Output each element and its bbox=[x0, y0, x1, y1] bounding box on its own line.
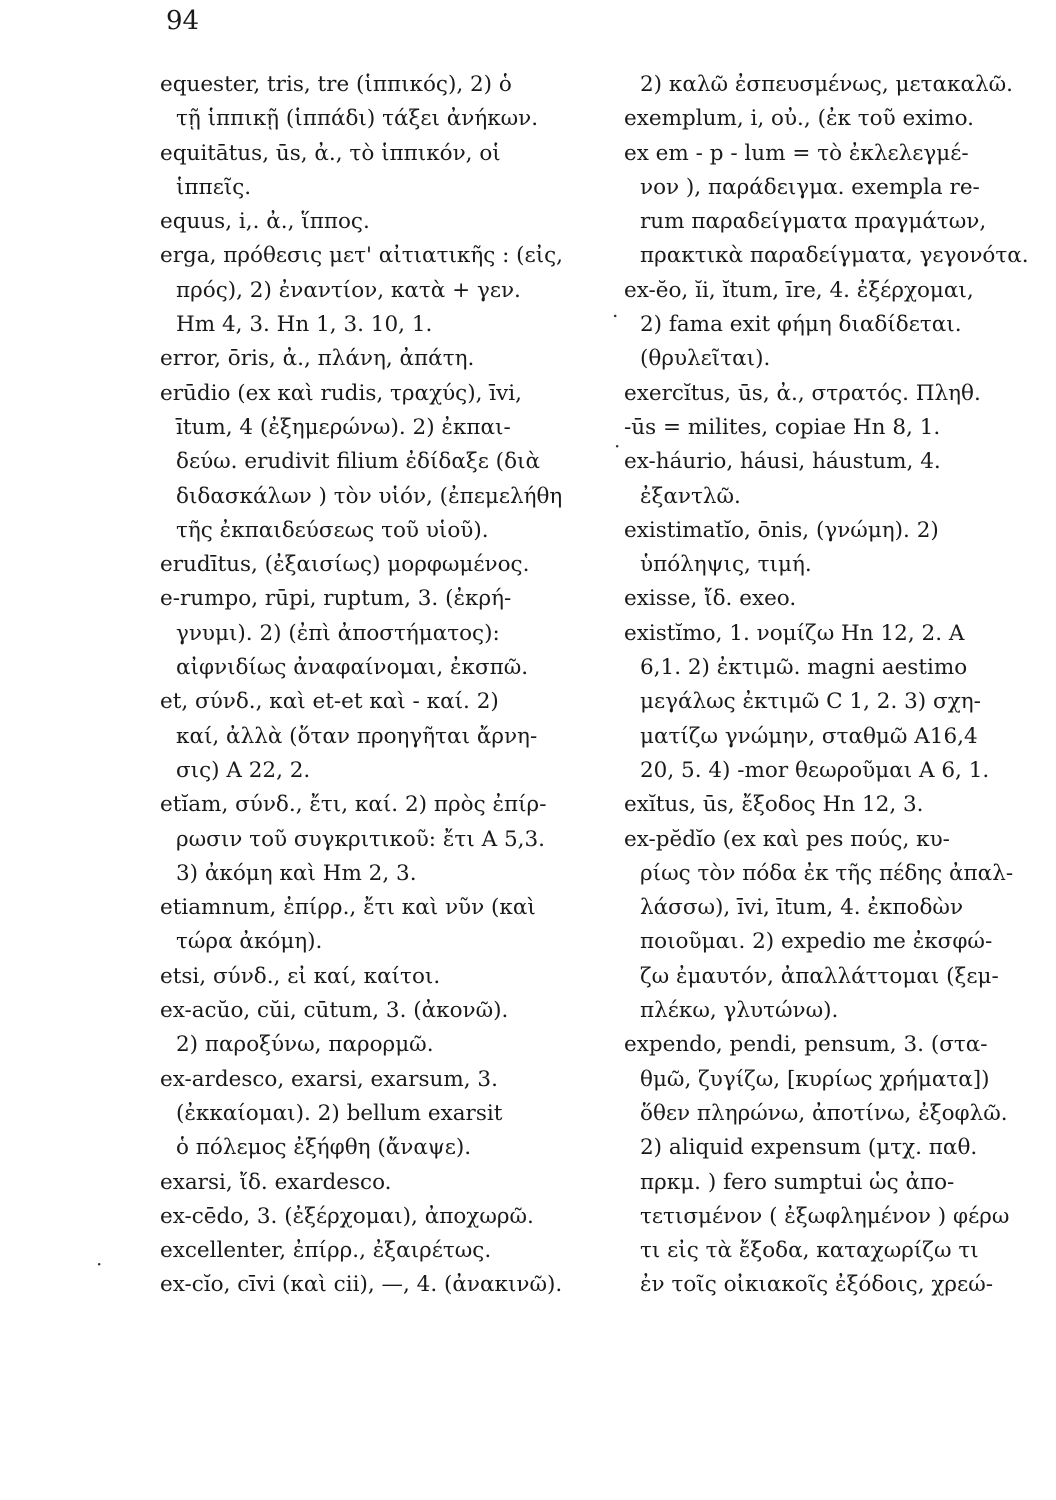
left-column-line: ἱππεῖς. bbox=[176, 174, 252, 200]
left-column-line: αἰφνιδίως ἀναφαίνομαι, ἐκσπῶ. bbox=[176, 655, 529, 681]
right-column-line: ἐν τοῖς οἰκιακοῖς ἐξόδοις, χρεώ- bbox=[640, 1272, 993, 1298]
right-column-line: πρακτικὰ παραδείγματα, γεγονότα. bbox=[640, 243, 1029, 269]
right-column-line: νον ), παράδειγμα. exempla re- bbox=[640, 174, 980, 200]
right-column-line: πλέκω, γλυτώνω). bbox=[640, 998, 839, 1024]
left-column-line: τῆς ἐκπαιδεύσεως τοῦ υἱοῦ). bbox=[176, 517, 489, 543]
left-column-line: γνυμι). 2) (ἐπὶ ἀποστήματος): bbox=[176, 620, 500, 646]
right-column-line: 20, 5. 4) -mor θεωροῦμαι A 6, 1. bbox=[640, 757, 990, 783]
left-column-line: ex-cĭo, cīvi (καὶ cii), —, 4. (ἀνακινῶ). bbox=[160, 1272, 563, 1298]
right-column-line: ἐξαντλῶ. bbox=[640, 483, 741, 509]
right-column-line: ζω ἐμαυτόν, ἀπαλλάττομαι (ξεμ- bbox=[640, 963, 999, 989]
left-column-line: 2) παροξύνω, παρορμῶ. bbox=[176, 1032, 434, 1058]
left-column-line: etiamnum, ἐπίρρ., ἔτι καὶ νῦν (καὶ bbox=[160, 895, 536, 921]
right-column-line: ρίως τὸν πόδα ἐκ τῆς πέδης ἀπαλ- bbox=[640, 860, 1014, 886]
right-column-line: 2) fama exit φήμη διαδίδεται. bbox=[640, 312, 962, 338]
left-column-line: Hm 4, 3. Hn 1, 3. 10, 1. bbox=[176, 312, 433, 338]
left-column-line: ρωσιν τοῦ συγκριτικοῦ: ἔτι A 5,3. bbox=[176, 826, 545, 852]
margin-mark: · bbox=[96, 1252, 103, 1276]
right-column-line: existimatĭo, ōnis, (γνώμη). 2) bbox=[624, 517, 939, 543]
left-column-line: ītum, 4 (ἐξημερώνω). 2) ἐκπαι- bbox=[176, 414, 511, 440]
left-column-line: equester, tris, tre (ἱππικός), 2) ὁ bbox=[160, 72, 512, 97]
right-column-line: ex-háurio, háusi, háustum, 4. bbox=[624, 449, 941, 475]
right-column-line: rum παραδείγματα πραγμάτων, bbox=[640, 209, 987, 235]
right-column-line: ματίζω γνώμην, σταθμῶ A16,4 bbox=[640, 723, 978, 749]
left-column-line: et, σύνδ., καὶ et-et καὶ - καί. 2) bbox=[160, 689, 499, 715]
right-column-line: ex-ĕo, ĭi, ĭtum, īre, 4. ἐξέρχομαι, bbox=[624, 277, 974, 303]
left-column-line: erga, πρόθεσις μετ' αἰτιατικῆς : (εἰς, bbox=[160, 243, 563, 269]
right-column-line: exemplum, i, οὐ., (ἐκ τοῦ eximo. bbox=[624, 106, 975, 132]
right-column-line: 2) καλῶ ἐσπευσμένως, μετακαλῶ. bbox=[640, 72, 1013, 97]
left-column-line: ex-acŭo, cŭi, cūtum, 3. (ἀκονῶ). bbox=[160, 998, 509, 1024]
right-column-line: 2) aliquid expensum (μτχ. παθ. bbox=[640, 1135, 978, 1161]
right-column bbox=[624, 68, 1056, 1303]
right-column-line: (θρυλεῖται). bbox=[640, 346, 771, 372]
left-column-line: erūdio (ex καὶ rudis, τραχύς), īvi, bbox=[160, 380, 523, 406]
right-column-line: ποιοῦμαι. 2) expedio me ἐκσφώ- bbox=[640, 929, 993, 955]
left-column-line: ex-cēdo, 3. (ἐξέρχομαι), ἀποχωρῶ. bbox=[160, 1203, 534, 1229]
left-column-line: πρός), 2) ἐναντίον, κατὰ + γεν. bbox=[176, 277, 521, 303]
left-column-line: excellenter, ἐπίρρ., ἐξαιρέτως. bbox=[160, 1238, 492, 1264]
left-column-line: ex-ardesco, exarsi, exarsum, 3. bbox=[160, 1066, 498, 1092]
left-column-line: equitātus, ūs, ἀ., τὸ ἱππικόν, οἱ bbox=[160, 140, 501, 166]
right-column-line: πρκμ. ) fero sumptui ὡς ἀπο- bbox=[640, 1169, 955, 1195]
margin-mark: . bbox=[612, 298, 619, 322]
right-column-line: ex-pĕdĭo (ex καὶ pes πούς, κυ- bbox=[624, 826, 950, 852]
right-column-line: ὑπόληψις, τιμή. bbox=[640, 552, 812, 578]
left-column-line: etsi, σύνδ., εἰ καί, καίτοι. bbox=[160, 963, 441, 989]
left-column-line: τώρα ἀκόμη). bbox=[176, 929, 323, 955]
left-column-line: error, ōris, ἀ., πλάνη, ἀπάτη. bbox=[160, 346, 475, 372]
right-column-line: μεγάλως ἐκτιμῶ C 1, 2. 3) σχη- bbox=[640, 689, 981, 715]
right-column-line: ex em - p - lum = τὸ ἐκλελεγμέ- bbox=[624, 140, 969, 166]
left-column-line: etĭam, σύνδ., ἔτι, καί. 2) πρὸς ἐπίρ- bbox=[160, 792, 547, 818]
right-column-line: exisse, ἴδ. exeo. bbox=[624, 586, 797, 612]
left-column bbox=[160, 68, 600, 1303]
right-column-line: ὅθεν πληρώνω, ἀποτίνω, ἐξοφλῶ. bbox=[640, 1100, 1008, 1126]
left-column-line: 3) ἀκόμη καὶ Hm 2, 3. bbox=[176, 860, 417, 886]
right-column-line: τι εἰς τὰ ἔξοδα, καταχωρίζω τι bbox=[640, 1238, 979, 1264]
right-column-line: exĭtus, ūs, ἔξοδος Hn 12, 3. bbox=[624, 792, 924, 818]
left-column-line: δεύω. erudivit filium ἐδίδαξε (διὰ bbox=[176, 449, 540, 475]
left-column-line: e-rumpo, rūpi, ruptum, 3. (ἐκρή- bbox=[160, 586, 512, 612]
left-column-line: equus, i,. ἀ., ἵππος. bbox=[160, 209, 370, 235]
left-column-line: διδασκάλων ) τὸν υἱόν, (ἐπεμελήθη bbox=[176, 483, 563, 509]
right-column-line: expendo, pendi, pensum, 3. (στα- bbox=[624, 1032, 988, 1058]
right-column-line: 6,1. 2) ἐκτιμῶ. magni aestimo bbox=[640, 655, 968, 681]
right-column-line: -ūs = milites, copiae Hn 8, 1. bbox=[624, 414, 941, 440]
right-column-line: λάσσω), īvi, ītum, 4. ἐκποδὼν bbox=[640, 895, 964, 921]
page-number: 94 bbox=[166, 6, 200, 36]
margin-mark: · bbox=[614, 434, 621, 458]
left-column-line: (ἐκκαίομαι). 2) bellum exarsit bbox=[176, 1100, 503, 1126]
left-column-line: καί, ἀλλὰ (ὅταν προηγῆται ἄρνη- bbox=[176, 723, 538, 749]
left-column-line: exarsi, ἴδ. exardesco. bbox=[160, 1169, 392, 1195]
right-column-line: exercĭtus, ūs, ἀ., στρατός. Πληθ. bbox=[624, 380, 981, 406]
right-column-line: existĭmo, 1. νομίζω Hn 12, 2. A bbox=[624, 620, 965, 646]
left-column-line: ὁ πόλεμος ἐξήφθη (ἄναψε). bbox=[176, 1135, 472, 1161]
left-column-line: σις) A 22, 2. bbox=[176, 757, 311, 783]
right-column-line: θμῶ, ζυγίζω, [κυρίως χρήματα]) bbox=[640, 1066, 990, 1092]
right-column-line: τετισμένον ( ἐξωφλημένον ) φέρω bbox=[640, 1203, 1010, 1229]
left-column-line: erudītus, (ἐξαισίως) μορφωμένος. bbox=[160, 552, 530, 578]
left-column-line: τῇ ἱππικῇ (ἱππάδι) τάξει ἀνήκων. bbox=[176, 106, 539, 132]
